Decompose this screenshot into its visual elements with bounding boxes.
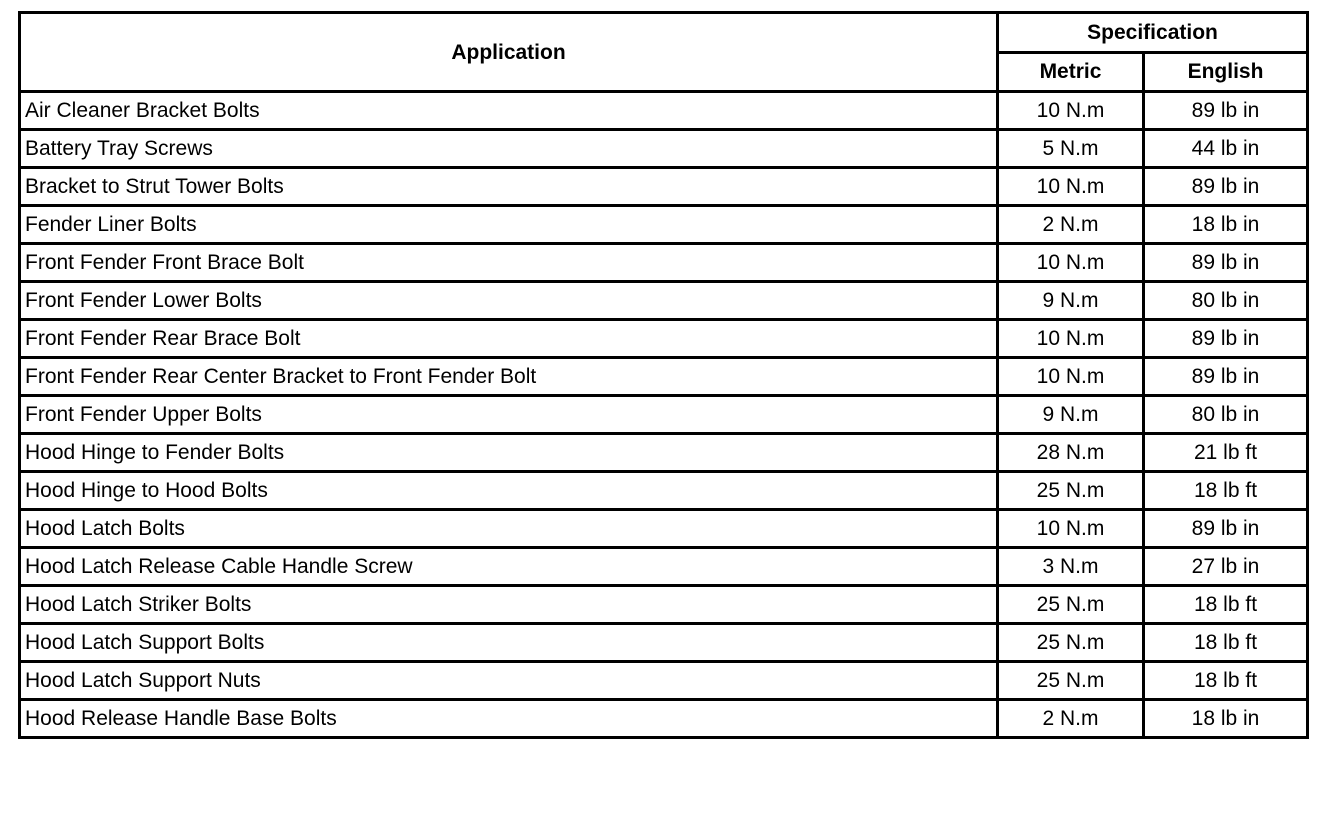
metric-cell: 2 N.m <box>998 206 1144 244</box>
application-cell: Hood Latch Support Nuts <box>20 662 998 700</box>
table-row <box>20 472 1308 510</box>
table-row <box>20 624 1308 662</box>
table-row <box>20 320 1308 358</box>
metric-cell: 3 N.m <box>998 548 1144 586</box>
table-row <box>20 358 1308 396</box>
table-row <box>20 434 1308 472</box>
table-row <box>20 510 1308 548</box>
application-cell: Hood Latch Support Bolts <box>20 624 998 662</box>
fastener-spec-table <box>18 11 1309 739</box>
metric-cell: 9 N.m <box>998 396 1144 434</box>
english-cell: 18 lb ft <box>1144 472 1308 510</box>
application-cell: Battery Tray Screws <box>20 130 998 168</box>
application-cell: Hood Hinge to Fender Bolts <box>20 434 998 472</box>
english-cell: 89 lb in <box>1144 92 1308 130</box>
table-row <box>20 700 1308 738</box>
table-row <box>20 244 1308 282</box>
english-cell: 18 lb ft <box>1144 624 1308 662</box>
english-cell: 18 lb in <box>1144 700 1308 738</box>
english-cell: 18 lb ft <box>1144 662 1308 700</box>
application-cell: Front Fender Rear Center Bracket to Front Fender Bolt <box>20 358 998 396</box>
header-row-top <box>20 13 1308 53</box>
table-row <box>20 92 1308 130</box>
metric-cell: 2 N.m <box>998 700 1144 738</box>
table-row <box>20 586 1308 624</box>
table-row <box>20 282 1308 320</box>
table-row <box>20 130 1308 168</box>
application-cell: Front Fender Front Brace Bolt <box>20 244 998 282</box>
application-cell: Hood Hinge to Hood Bolts <box>20 472 998 510</box>
table-row <box>20 396 1308 434</box>
english-cell: 18 lb in <box>1144 206 1308 244</box>
english-cell: 89 lb in <box>1144 320 1308 358</box>
english-cell: 80 lb in <box>1144 282 1308 320</box>
metric-header: Metric <box>998 52 1144 92</box>
application-cell: Hood Latch Release Cable Handle Screw <box>20 548 998 586</box>
metric-cell: 25 N.m <box>998 472 1144 510</box>
metric-cell: 28 N.m <box>998 434 1144 472</box>
metric-cell: 25 N.m <box>998 662 1144 700</box>
metric-cell: 10 N.m <box>998 92 1144 130</box>
table-row <box>20 548 1308 586</box>
metric-cell: 10 N.m <box>998 320 1144 358</box>
english-cell: 18 lb ft <box>1144 586 1308 624</box>
application-cell: Hood Release Handle Base Bolts <box>20 700 998 738</box>
application-cell: Hood Latch Bolts <box>20 510 998 548</box>
table-row <box>20 662 1308 700</box>
english-cell: 44 lb in <box>1144 130 1308 168</box>
application-header: Application <box>20 13 998 92</box>
table-row <box>20 168 1308 206</box>
application-cell: Front Fender Rear Brace Bolt <box>20 320 998 358</box>
english-cell: 89 lb in <box>1144 244 1308 282</box>
application-cell: Bracket to Strut Tower Bolts <box>20 168 998 206</box>
metric-cell: 25 N.m <box>998 586 1144 624</box>
specification-header: Specification <box>998 13 1308 53</box>
metric-cell: 5 N.m <box>998 130 1144 168</box>
metric-cell: 10 N.m <box>998 358 1144 396</box>
table-row <box>20 206 1308 244</box>
application-cell: Fender Liner Bolts <box>20 206 998 244</box>
english-header: English <box>1144 52 1308 92</box>
english-cell: 89 lb in <box>1144 168 1308 206</box>
metric-cell: 9 N.m <box>998 282 1144 320</box>
metric-cell: 10 N.m <box>998 510 1144 548</box>
english-cell: 89 lb in <box>1144 358 1308 396</box>
application-cell: Front Fender Lower Bolts <box>20 282 998 320</box>
application-cell: Air Cleaner Bracket Bolts <box>20 92 998 130</box>
metric-cell: 10 N.m <box>998 244 1144 282</box>
application-cell: Front Fender Upper Bolts <box>20 396 998 434</box>
english-cell: 27 lb in <box>1144 548 1308 586</box>
english-cell: 21 lb ft <box>1144 434 1308 472</box>
metric-cell: 25 N.m <box>998 624 1144 662</box>
metric-cell: 10 N.m <box>998 168 1144 206</box>
english-cell: 80 lb in <box>1144 396 1308 434</box>
application-cell: Hood Latch Striker Bolts <box>20 586 998 624</box>
table-body <box>20 92 1308 738</box>
english-cell: 89 lb in <box>1144 510 1308 548</box>
